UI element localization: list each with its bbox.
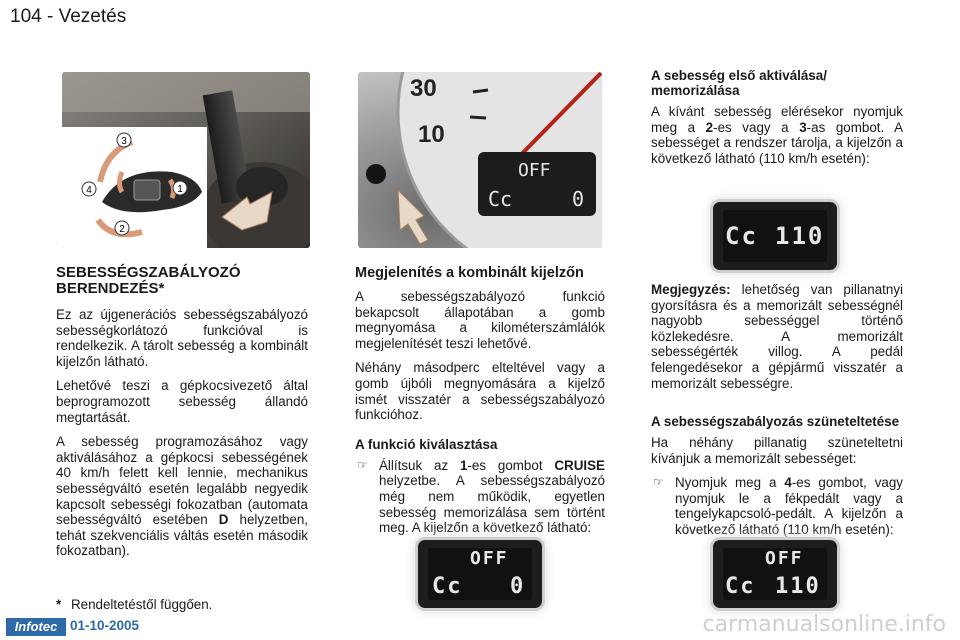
watermark: carmanualsonline.info [702,612,946,637]
lcd2-left: Cc [725,222,758,250]
pause-bold: 4 [784,475,792,491]
footer-date: 01-10-2005 [70,618,140,633]
activation-bold-1: 2 [705,119,714,135]
paragraph-display-text: A sebességszabályozó funkció bekapcsolt állapotában a gomb megnyomása a kilométerszámlálók megjelenítését teszi lehetővé. [355,289,605,351]
cluster-lcd-right: 0 [572,187,585,211]
footnote-text: Rendeltetéstől függően. [70,597,213,612]
cluster-lcd-top: OFF [518,160,551,181]
footnote-mark: * [56,597,62,612]
pause-heading: A sebességszabályozás szüneteltetése [651,414,900,429]
activation-text-2: -es vagy a [713,119,800,135]
activation-bold-2: 3 [799,119,807,135]
paragraph-hold-speed-text: Lehetővé teszi a gépkocsivezető által beprogramozott sebesség állandó megtartását. [56,378,308,425]
cluster-illustration [358,72,602,248]
program-text-bold: D [218,512,229,528]
stalk-photo [62,72,310,248]
lcd3-bottom-left: Cc [725,574,756,599]
pointing-hand-icon: ☞ [653,475,664,490]
program-text-1: A sebesség programozásához vagy aktiválásához a gépkocsi sebességének 40 km/h felett kell lennie, mechanikus sebességváltó esetén legalább negyedik kapcsolt sebességi fokozatban (automata sebességváltó esetében [56,434,308,528]
paragraph-pause [651,435,903,466]
column-middle [355,266,605,545]
pause-text-1: Nyomjuk meg a [675,475,785,491]
bullet-cruise [355,458,605,536]
section-title: Vezetés [58,6,127,27]
lcd2-right: 110 [775,222,825,250]
activation-text-1: A kívánt sebesség elérésekor nyomjuk meg a [651,104,903,135]
cruise-bold-1: 1 [459,457,468,473]
pointing-hand-icon: ☞ [357,457,368,472]
cluster-lcd-left: Cc [488,187,513,211]
paragraph-return [355,360,605,422]
function-select-heading: A funkció kiválasztása [355,436,498,452]
bullet-pause-text [675,475,903,537]
cluster-photo [358,72,602,248]
paragraph-pause-text: Ha néhány pillanatig szüneteltetni kívánjuk a memorizált sebességet: [651,435,903,466]
lcd-display-off-zero [418,540,542,608]
page-header [10,6,126,28]
page-number: 104 [10,6,42,27]
header-separator: - [46,6,54,27]
pause-text-2: -es gombot, vagy nyomjuk le a fékpedált vagy a tengelykapcsoló-pedált. A kijelzőn a következő látható (110 km/h esetén): [675,475,903,537]
column-left [56,265,308,568]
display-heading: Megjelenítés a kombinált kijelzőn [355,265,584,281]
infotec-logo: Infotec [6,618,66,636]
note-text: lehetőség van pillanatnyi gyorsításra és a memorizált sebességnél nagyobb sebességgel történő közlekedésre. A memorizált sebességérték villog. A pedál felengedésekor a gépjármű visszatér a memorizált sebességre. [651,282,903,391]
first-activation-heading: A sebesség első aktiválása/ memorizálása [651,68,827,98]
column-right-pause [651,414,903,547]
note-label: Megjegyzés: [651,282,731,297]
paragraph-display [355,289,605,351]
stalk-label-4: 4 [86,185,92,196]
bullet-pause [651,475,903,537]
dial-30: 30 [410,75,437,102]
cruise-bold-2: CRUISE [554,457,605,473]
lcd1-bottom-left: Cc [432,574,463,599]
activation-text-3: -as gombot. A sebességet a rendszer tárolja, a kijelzőn a következő látható (110 km/h esetén): [651,119,904,166]
paragraph-note [651,282,903,391]
cruise-text-3: helyzetbe. A sebességszabályozó még nem működik, egyetlen sebesség memorizálása sem történt meg. A kijelzőn a következő látható: [379,473,605,536]
lcd3-top: OFF [765,548,804,569]
lcd-display-off-110 [713,540,837,608]
stalk-illustration [62,72,310,248]
lcd1-bottom-right: 0 [510,574,526,599]
paragraph-activation [651,104,903,166]
section-heading: SEBESSÉGSZABÁLYOZÓ BERENDEZÉS* [56,264,241,297]
paragraph-return-text: Néhány másodperc elteltével vagy a gomb újbóli megnyomására a kijelző ismét visszatér a sebességszabályozó funkcióhoz. [355,360,605,423]
column-right [651,68,903,175]
paragraph-program [56,434,308,559]
program-text-2: helyzetben, tehát szekvenciális váltás esetén második fokozatban). [56,512,308,559]
dial-10: 10 [418,121,445,148]
cruise-text-1: Állítsuk az [379,457,460,473]
paragraph-intro-text: Ez az újgenerációs sebességszabályozó sebességkorlátozó funkcióval is rendelkezik. A tárolt sebesség a kombinált kijelzőn látható. [56,307,308,369]
column-right-note [651,282,903,400]
bullet-cruise-text [379,458,605,536]
footnote [56,597,212,612]
lcd-display-cc-110 [713,202,837,270]
cruise-text-2: -es gombot [467,457,555,473]
stalk-label-2: 2 [119,224,125,235]
lcd3-bottom-right: 110 [775,574,821,599]
stalk-label-1: 1 [177,184,183,195]
lcd1-top: OFF [470,548,509,569]
paragraph-hold-speed [56,378,308,425]
stalk-label-3: 3 [121,136,127,147]
paragraph-intro [56,307,308,369]
